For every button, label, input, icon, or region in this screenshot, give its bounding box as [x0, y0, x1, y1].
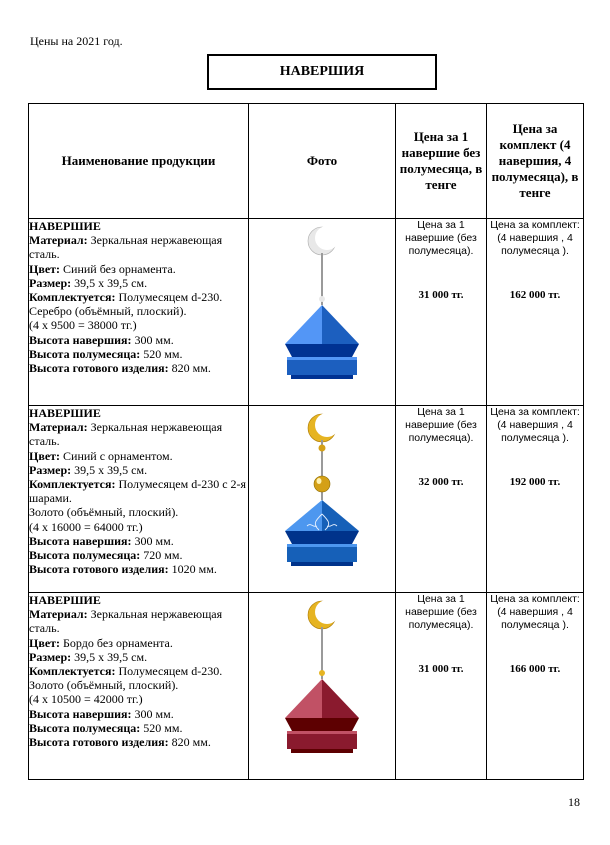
spec-value: 720 мм. [140, 548, 183, 563]
spec-value: Зеркальная нержавеющая сталь. [29, 233, 223, 262]
header-product-name: Наименование продукции [29, 104, 249, 219]
product-photo [249, 593, 396, 780]
spec-label: Комплектуется: [29, 477, 116, 492]
table-row [29, 219, 584, 406]
spec-value: 520 мм. [140, 720, 183, 735]
product-description [29, 593, 249, 780]
spec-label: Цвет: [29, 448, 61, 463]
price-set-label: Цена за комплект: (4 навершия , 4 полумесяца ). [490, 219, 580, 257]
spec-value: Полумесяцем d-230 с 2-я шарами. [29, 477, 247, 506]
page-title: НАВЕРШИЯ [207, 54, 437, 90]
kit-extra: Золото (объёмный, плоский). [29, 678, 179, 693]
product-title: НАВЕРШИЕ [29, 406, 101, 420]
price-single-value: 31 000 тг. [418, 289, 464, 301]
spec-value: 39,5 х 39,5 см. [71, 275, 148, 290]
kit-calc: (4 х 16000 = 64000 тг.) [29, 519, 143, 534]
spec-label: Высота навершия: [29, 332, 132, 347]
spec-value: Бордо без орнамента. [60, 635, 173, 650]
product-description [29, 406, 249, 593]
kit-extra: Серебро (объёмный, плоский). [29, 304, 187, 319]
spec-value: 300 мм. [131, 706, 174, 721]
header-price-single: Цена за 1 навершие без полумесяца, в тенге [396, 104, 487, 219]
price-single-cell [396, 406, 487, 593]
price-set-cell [487, 219, 584, 406]
kit-calc: (4 х 10500 = 42000 тг.) [29, 692, 143, 707]
spec-value: 1020 мм. [168, 562, 217, 577]
spec-value: Синий с орнаментом. [60, 448, 173, 463]
table-header-row [29, 104, 584, 219]
price-set-value: 162 000 тг. [509, 289, 561, 301]
crescent-icon [308, 600, 339, 629]
price-single-value: 32 000 тг. [418, 476, 464, 488]
product-photo [249, 219, 396, 406]
kit-calc: (4 х 9500 = 38000 тг.) [29, 318, 137, 333]
spec-label: Высота полумесяца: [29, 720, 141, 735]
price-single-label: Цена за 1 навершие (без полумесяца). [405, 406, 477, 444]
pyramid-roof-icon [285, 305, 359, 357]
ball-icon [319, 296, 325, 302]
spec-value: Полумесяцем d-230. [115, 664, 223, 679]
product-title: НАВЕРШИЕ [29, 593, 101, 607]
price-set-cell [487, 593, 584, 780]
price-set-label: Цена за комплект: (4 навершия , 4 полумесяца ). [490, 593, 580, 631]
spec-value: Полумесяцем d-230. [115, 290, 223, 305]
ball-icon [319, 670, 325, 676]
spec-label: Высота полумесяца: [29, 548, 141, 563]
spec-label: Комплектуется: [29, 290, 116, 305]
spec-label: Высота полумесяца: [29, 346, 141, 361]
spec-value: 820 мм. [168, 735, 211, 750]
spec-label: Материал: [29, 233, 88, 248]
kit-extra: Золото (объёмный, плоский). [29, 505, 179, 520]
spec-value: 300 мм. [131, 533, 174, 548]
spec-value: 820 мм. [168, 361, 211, 376]
price-set-label: Цена за комплект: (4 навершия , 4 полумесяца ). [490, 406, 580, 444]
pyramid-roof-icon [285, 679, 359, 731]
price-set-value: 166 000 тг. [509, 663, 561, 675]
price-single-cell [396, 219, 487, 406]
spec-label: Высота навершия: [29, 533, 132, 548]
price-single-label: Цена за 1 навершие (без полумесяца). [405, 593, 477, 631]
spec-value: 39,5 х 39,5 см. [71, 462, 148, 477]
crescent-icon [308, 226, 339, 255]
price-single-label: Цена за 1 навершие (без полумесяца). [405, 219, 477, 257]
pyramid-roof-icon [285, 500, 359, 544]
product-photo [249, 406, 396, 593]
spec-label: Размер: [29, 275, 72, 290]
spec-value: Зеркальная нержавеющая сталь. [29, 607, 223, 636]
price-year-note: Цены на 2021 год. [30, 34, 123, 48]
spec-label: Цвет: [29, 261, 61, 276]
spec-value: Зеркальная нержавеющая сталь. [29, 420, 223, 449]
spec-label: Материал: [29, 420, 88, 435]
spec-label: Размер: [29, 649, 72, 664]
spec-label: Высота готового изделия: [29, 735, 169, 750]
spec-label: Цвет: [29, 635, 61, 650]
dome-finial-icon [267, 593, 377, 768]
dome-finial-icon [267, 406, 377, 581]
spec-value: 520 мм. [140, 346, 183, 361]
spec-label: Комплектуется: [29, 664, 116, 679]
page-number: 18 [568, 795, 580, 809]
price-table [28, 103, 584, 780]
price-set-value: 192 000 тг. [509, 476, 561, 488]
spec-value: Синий без орнамента. [60, 261, 176, 276]
price-set-cell [487, 406, 584, 593]
product-title: НАВЕРШИЕ [29, 219, 101, 233]
spec-label: Материал: [29, 607, 88, 622]
spec-label: Размер: [29, 462, 72, 477]
spec-value: 300 мм. [131, 332, 174, 347]
price-single-cell [396, 593, 487, 780]
spec-label: Высота готового изделия: [29, 562, 169, 577]
spec-label: Высота навершия: [29, 706, 132, 721]
dome-finial-icon [267, 219, 377, 394]
header-price-set: Цена за комплект (4 навершия, 4 полумесяца), в тенге [487, 104, 584, 219]
spec-label: Высота готового изделия: [29, 361, 169, 376]
spec-value: 39,5 х 39,5 см. [71, 649, 148, 664]
table-row [29, 593, 584, 780]
ball-icon [314, 476, 330, 492]
ball-icon [319, 445, 326, 452]
price-single-value: 31 000 тг. [418, 663, 464, 675]
crescent-icon [308, 413, 339, 442]
product-description [29, 219, 249, 406]
table-row [29, 406, 584, 593]
header-photo: Фото [249, 104, 396, 219]
